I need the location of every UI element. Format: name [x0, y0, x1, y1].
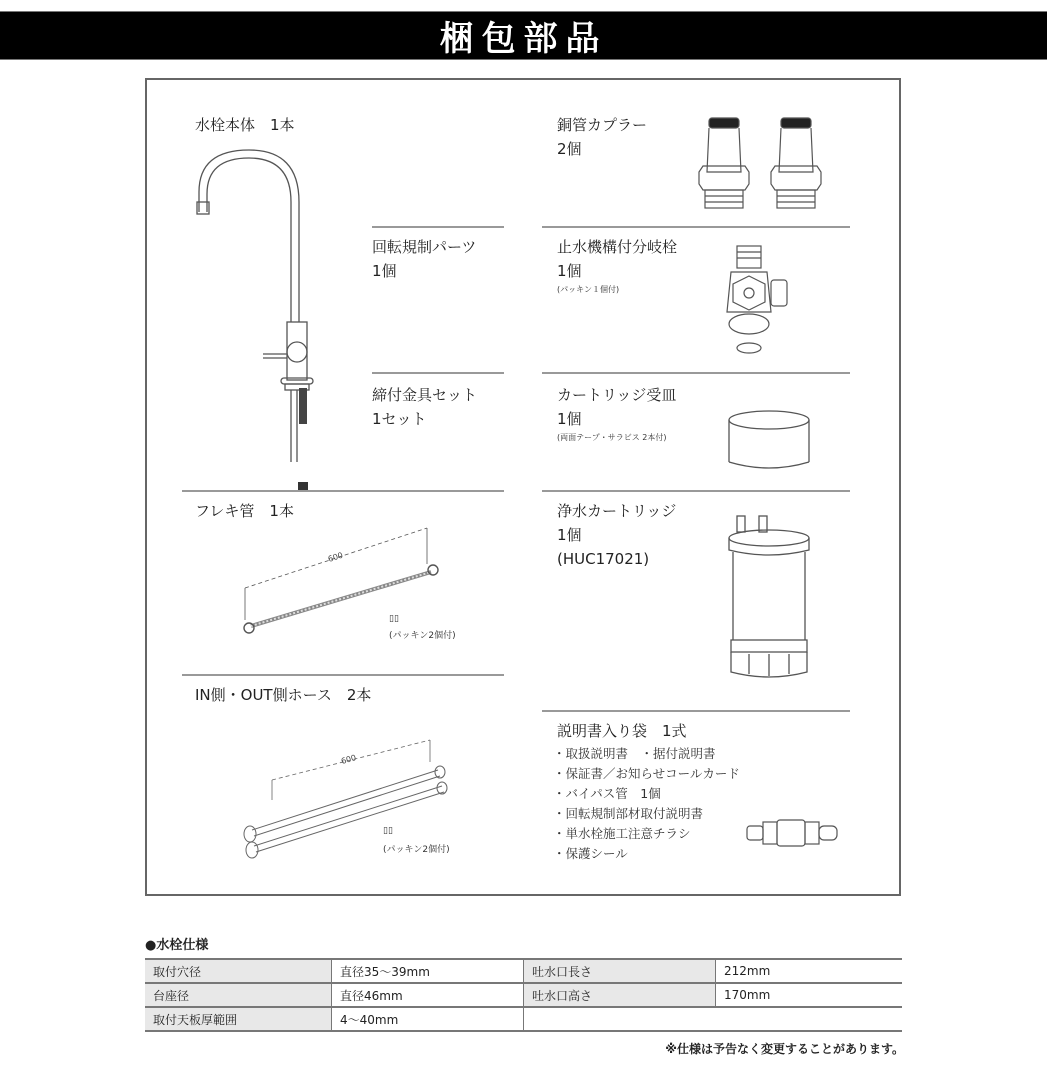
part-clamp-label: 締付金具セット	[372, 386, 478, 404]
flex-hose-icon	[237, 520, 457, 630]
part-hoses-label: IN側・OUT側ホース 2本	[195, 686, 372, 704]
spec-value: 直径46mm	[332, 983, 524, 1007]
part-rotation-qty: 1個	[372, 262, 397, 280]
spec-label: 台座径	[145, 983, 332, 1007]
part-rotation-label: 回転規制パーツ	[372, 238, 477, 256]
manual-bag-items	[553, 744, 740, 864]
title-bar	[0, 11, 1047, 60]
bypass-pipe-icon	[745, 818, 841, 848]
spec-value: 4～40mm	[332, 1007, 524, 1031]
faucet-icon	[187, 142, 327, 452]
spec-value: 170mm	[716, 983, 903, 1007]
manual-bag-item: ・取扱説明書 ・据付説明書	[553, 746, 716, 761]
divider	[372, 372, 504, 374]
svg-text:600: 600	[326, 550, 345, 564]
spec-label: 吐水口高さ	[524, 983, 716, 1007]
part-cartridge-label: 浄水カートリッジ	[557, 502, 677, 520]
part-flex-label: フレキ管 1本	[195, 502, 294, 520]
part-manual-bag-label: 説明書入り袋 1式	[557, 722, 687, 740]
spec-label: 取付穴径	[145, 959, 332, 983]
divider	[182, 674, 504, 676]
manual-bag-item: ・保護シール	[553, 846, 628, 861]
manual-bag-item: ・バイパス管 1個	[553, 786, 661, 801]
spec-empty-cell	[524, 1007, 903, 1031]
divider	[372, 226, 504, 228]
table-row	[145, 959, 902, 983]
spec-title: ●水栓仕様	[145, 938, 209, 953]
flex-note: (パッキン2個付)	[389, 631, 456, 641]
part-coupler-qty: 2個	[557, 140, 582, 158]
tray-icon	[725, 408, 815, 476]
divider	[182, 490, 504, 492]
divider	[542, 490, 850, 492]
parts-box: 水栓本体 1本 回転規制パーツ 1個 締付金具セット 1セット フレキ管 1本 600 ▯▯ (パッキン2個付) IN側・OUT側ホース 2本 600 ▯▯ (パッキン2個付) 銅管カプラー 2個 止水機構付分岐栓 1個 (パッキン１個付) カートリッジ受皿 1個 (両面テープ・サラビス 2本付) 浄水カートリッジ 1個 (HUC17021) 説明書入り袋 1式 ・取扱説明書 ・据付説明書 ・保証書／お知らせコールカード ・バイパス管 1個 ・回転規制部材取付説明書 ・単水栓施工注意チラシ ・保護シール	[145, 78, 901, 896]
manual-bag-item: ・保証書／お知らせコールカード	[553, 766, 740, 781]
part-valve-label: 止水機構付分岐栓	[557, 238, 678, 256]
table-row	[145, 1007, 902, 1031]
part-tray-label: カートリッジ受皿	[557, 386, 677, 404]
hoses-note: (パッキン2個付)	[383, 845, 450, 855]
table-row	[145, 983, 902, 1007]
spec-table	[145, 958, 902, 1032]
part-cartridge-qty: 1個	[557, 526, 582, 544]
divider	[542, 710, 850, 712]
part-coupler-label: 銅管カプラー	[557, 116, 648, 134]
divider	[542, 226, 850, 228]
part-clamp-qty: 1セット	[372, 410, 427, 428]
part-faucet-label: 水栓本体 1本	[195, 116, 295, 134]
spec-value: 直径35～39mm	[332, 959, 524, 983]
manual-bag-item: ・単水栓施工注意チラシ	[553, 826, 691, 841]
coupler-icon	[695, 116, 835, 212]
divider	[542, 372, 850, 374]
part-tray-qty: 1個	[557, 410, 582, 428]
page-title: 梱包部品	[439, 19, 608, 59]
spec-value: 212mm	[716, 959, 903, 983]
part-cartridge-model: (HUC17021)	[557, 550, 650, 568]
spec-label: 取付天板厚範囲	[145, 1007, 332, 1031]
cartridge-icon	[725, 514, 815, 680]
manual-bag-item: ・回転規制部材取付説明書	[553, 806, 704, 821]
branch-valve-icon	[719, 242, 799, 362]
spec-note: ※仕様は予告なく変更することがあります。	[665, 1042, 904, 1056]
valve-note: (パッキン１個付)	[557, 285, 620, 294]
svg-text:600: 600	[340, 753, 358, 766]
spec-label: 吐水口長さ	[524, 959, 716, 983]
tray-note: (両面テープ・サラビス 2本付)	[557, 433, 667, 442]
part-valve-qty: 1個	[557, 262, 582, 280]
